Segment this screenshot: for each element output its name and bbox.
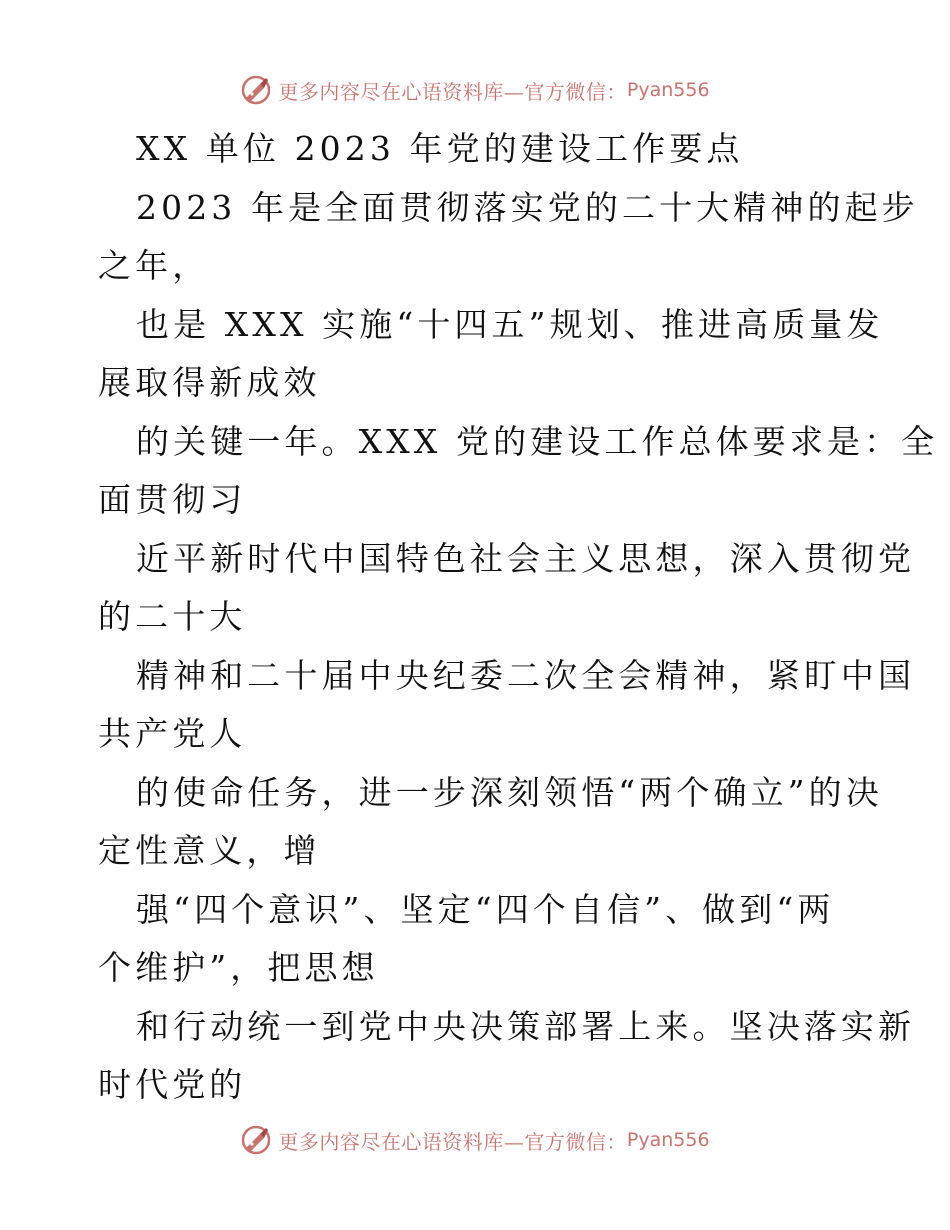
document-body [98, 120, 939, 1115]
banner-wechat-id: Pyan556 [626, 1129, 710, 1151]
footer-watermark-banner [0, 1120, 950, 1160]
pen-logo-icon [240, 1124, 272, 1156]
paragraph-line: 的二十大 [98, 597, 247, 636]
paragraph-line: 共产党人 [98, 714, 247, 753]
banner-text: 更多内容尽在心语资料库—官方微信： [278, 79, 627, 104]
paragraph-line: 近平新时代中国特色社会主义思想，深入贯彻党 [136, 538, 916, 578]
header-watermark-banner [0, 70, 950, 110]
paragraph-line: 的使命任务，进一步深刻领悟“两个确立”的决 [136, 772, 883, 812]
banner-wechat-id: Pyan556 [626, 79, 710, 101]
paragraph-line: 定性意义，增 [98, 831, 321, 870]
document-title: XX 单位 2023 年党的建设工作要点 [136, 129, 744, 168]
paragraph-line: 强“四个意识”、坚定“四个自信”、做到“两 [136, 889, 835, 929]
paragraph-line: 2023 年是全面贯彻落实党的二十大精神的起步 [136, 187, 919, 227]
paragraph-line: 之年， [98, 246, 210, 285]
banner-text: 更多内容尽在心语资料库—官方微信： [278, 1129, 627, 1154]
paragraph-line: 精神和二十届中央纪委二次全会精神，紧盯中国 [136, 655, 916, 695]
paragraph-line: 个维护”，把思想 [98, 948, 379, 987]
paragraph-line: 面贯彻习 [98, 480, 247, 519]
pen-logo-icon [240, 74, 272, 106]
paragraph-line: 时代党的 [98, 1065, 247, 1104]
paragraph-line: 展取得新成效 [98, 363, 321, 402]
paragraph-line: 也是 XXX 实施“十四五”规划、推进高质量发 [136, 304, 884, 344]
paragraph-line: 和行动统一到党中央决策部署上来。坚决落实新 [136, 1006, 916, 1046]
paragraph-line: 的关键一年。XXX 党的建设工作总体要求是：全 [136, 421, 939, 461]
